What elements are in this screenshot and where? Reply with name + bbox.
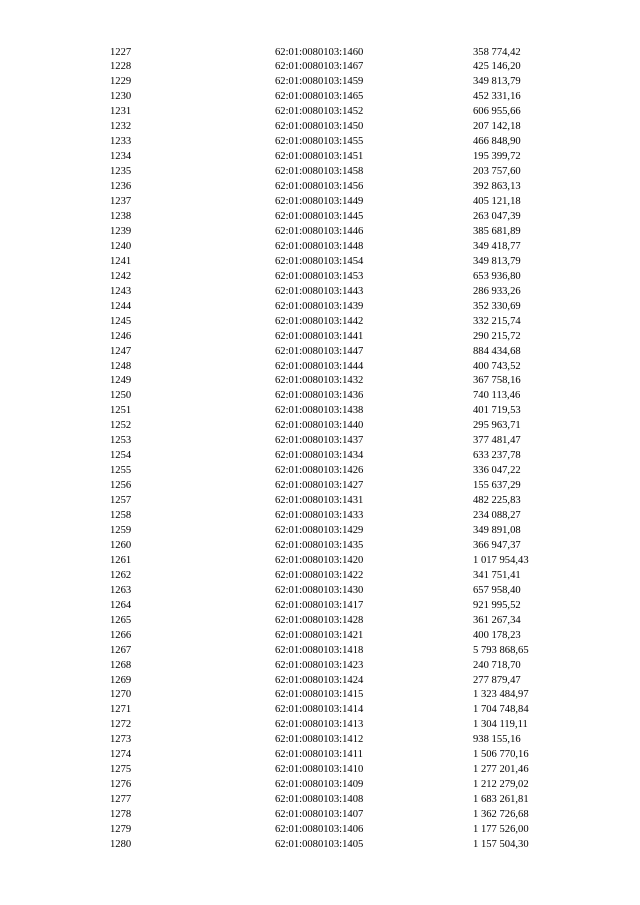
cadastral-number: 62:01:0080103:1428: [275, 614, 364, 626]
table-row: [0, 449, 640, 464]
cadastral-number: 62:01:0080103:1434: [275, 450, 364, 462]
table-row: [0, 180, 640, 195]
cadastral-number: 62:01:0080103:1447: [275, 345, 364, 357]
cadastral-number: 62:01:0080103:1410: [275, 764, 364, 776]
cadastral-value: 466 848,90: [473, 136, 521, 148]
cadastral-number: 62:01:0080103:1406: [275, 824, 364, 836]
cadastral-value: 352 330,69: [473, 300, 521, 312]
table-row: [0, 629, 640, 644]
row-number: 1228: [110, 61, 132, 73]
row-number: 1231: [110, 106, 132, 118]
table-row: [0, 300, 640, 315]
table-row: [0, 419, 640, 434]
cadastral-number: 62:01:0080103:1423: [275, 659, 364, 671]
row-number: 1241: [110, 255, 132, 267]
row-number: 1235: [110, 166, 132, 178]
cadastral-number: 62:01:0080103:1446: [275, 225, 364, 237]
table-row: [0, 60, 640, 75]
cadastral-value: 1 323 484,97: [473, 689, 529, 701]
cadastral-number: 62:01:0080103:1441: [275, 330, 364, 342]
cadastral-number: 62:01:0080103:1465: [275, 91, 364, 103]
cadastral-value: 405 121,18: [473, 196, 521, 208]
table-row: [0, 315, 640, 330]
cadastral-number: 62:01:0080103:1413: [275, 719, 364, 731]
row-number: 1277: [110, 794, 132, 806]
row-number: 1251: [110, 405, 132, 417]
cadastral-value: 195 399,72: [473, 151, 521, 163]
cadastral-number: 62:01:0080103:1460: [275, 46, 364, 58]
table-row: [0, 733, 640, 748]
row-number: 1247: [110, 345, 132, 357]
cadastral-number: 62:01:0080103:1452: [275, 106, 364, 118]
row-number: 1232: [110, 121, 132, 133]
table-row: [0, 404, 640, 419]
row-number: 1268: [110, 659, 132, 671]
row-number: 1272: [110, 719, 132, 731]
table-row: [0, 688, 640, 703]
row-number: 1264: [110, 599, 132, 611]
row-number: 1267: [110, 644, 132, 656]
cadastral-value: 740 113,46: [473, 390, 521, 402]
cadastral-number: 62:01:0080103:1414: [275, 704, 364, 716]
row-number: 1227: [110, 46, 132, 58]
row-number: 1255: [110, 465, 132, 477]
cadastral-value: 290 215,72: [473, 330, 521, 342]
cadastral-value: 367 758,16: [473, 375, 521, 387]
row-number: 1244: [110, 300, 132, 312]
row-number: 1265: [110, 614, 132, 626]
cadastral-value: 921 995,52: [473, 599, 521, 611]
cadastral-number: 62:01:0080103:1408: [275, 794, 364, 806]
cadastral-number: 62:01:0080103:1429: [275, 525, 364, 536]
row-number: 1280: [110, 839, 132, 851]
row-number: 1237: [110, 196, 132, 208]
cadastral-number: 62:01:0080103:1443: [275, 285, 364, 297]
cadastral-value: 392 863,13: [473, 181, 521, 193]
table-row: [0, 46, 640, 61]
cadastral-number: 62:01:0080103:1458: [275, 166, 364, 178]
row-number: 1269: [110, 674, 132, 686]
cadastral-value: 366 947,37: [473, 539, 521, 551]
cadastral-value: 1 506 770,16: [473, 749, 529, 761]
row-number: 1245: [110, 315, 132, 327]
table-row: [0, 90, 640, 105]
cadastral-number: 62:01:0080103:1411: [275, 749, 363, 761]
row-number: 1278: [110, 809, 132, 821]
cadastral-value: 1 017 954,43: [473, 554, 529, 566]
row-number: 1260: [110, 539, 132, 551]
cadastral-value: 361 267,34: [473, 614, 521, 626]
cadastral-value: 203 757,60: [473, 166, 521, 178]
row-number: 1248: [110, 360, 132, 372]
row-number: 1236: [110, 181, 132, 193]
table-row: [0, 479, 640, 494]
cadastral-value: 295 963,71: [473, 420, 521, 432]
row-number: 1274: [110, 749, 132, 761]
cadastral-number: 62:01:0080103:1431: [275, 495, 364, 507]
cadastral-value: 1 212 279,02: [473, 779, 529, 791]
table-row: [0, 255, 640, 270]
cadastral-value: 425 146,20: [473, 61, 521, 73]
row-number: 1276: [110, 779, 132, 791]
cadastral-number: 62:01:0080103:1432: [275, 375, 364, 387]
cadastral-number: 62:01:0080103:1437: [275, 435, 364, 447]
cadastral-value: 234 088,27: [473, 510, 521, 522]
table-row: [0, 778, 640, 793]
cadastral-value: 1 683 261,81: [473, 794, 529, 806]
row-number: 1262: [110, 569, 132, 581]
table-row: [0, 569, 640, 584]
cadastral-number: 62:01:0080103:1412: [275, 734, 364, 746]
row-number: 1270: [110, 689, 132, 701]
cadastral-value: 277 879,47: [473, 674, 521, 686]
table-row: [0, 464, 640, 479]
cadastral-value: 240 718,70: [473, 659, 521, 671]
cadastral-value: 349 813,79: [473, 255, 521, 267]
row-number: 1256: [110, 480, 132, 492]
row-number: 1257: [110, 495, 132, 507]
table-row: [0, 599, 640, 614]
cadastral-value: 336 047,22: [473, 465, 521, 477]
row-number: 1238: [110, 210, 132, 222]
cadastral-value: 633 237,78: [473, 450, 521, 462]
cadastral-number: 62:01:0080103:1450: [275, 121, 364, 133]
cadastral-number: 62:01:0080103:1407: [275, 809, 364, 821]
row-number: 1230: [110, 91, 132, 103]
cadastral-number: 62:01:0080103:1448: [275, 240, 364, 252]
table-row: [0, 389, 640, 404]
table-row: [0, 838, 640, 853]
cadastral-number: 62:01:0080103:1436: [275, 390, 364, 402]
cadastral-number: 62:01:0080103:1415: [275, 689, 364, 701]
cadastral-number: 62:01:0080103:1422: [275, 569, 364, 581]
cadastral-value: 657 958,40: [473, 584, 521, 596]
cadastral-value: 1 362 726,68: [473, 809, 529, 821]
cadastral-value: 400 743,52: [473, 360, 521, 372]
cadastral-number: 62:01:0080103:1420: [275, 554, 364, 566]
row-number: 1229: [110, 76, 132, 88]
table-row: [0, 135, 640, 150]
cadastral-value: 286 933,26: [473, 285, 521, 297]
row-number: 1258: [110, 510, 132, 522]
cadastral-number: 62:01:0080103:1433: [275, 510, 364, 522]
table-row: [0, 374, 640, 389]
cadastral-number: 62:01:0080103:1435: [275, 539, 364, 551]
table-row: [0, 150, 640, 165]
table-row: [0, 644, 640, 659]
cadastral-number: 62:01:0080103:1449: [275, 196, 364, 208]
row-number: 1261: [110, 554, 132, 566]
cadastral-number: 62:01:0080103:1424: [275, 674, 364, 686]
cadastral-value: 377 481,47: [473, 435, 521, 447]
row-number: 1243: [110, 285, 132, 297]
cadastral-value: 1 704 748,84: [473, 704, 529, 716]
cadastral-number: 62:01:0080103:1453: [275, 270, 364, 282]
cadastral-number: 62:01:0080103:1409: [275, 779, 364, 791]
table-row: [0, 703, 640, 718]
cadastral-number: 62:01:0080103:1405: [275, 839, 364, 851]
cadastral-value: 349 418,77: [473, 240, 521, 252]
cadastral-number: 62:01:0080103:1451: [275, 151, 364, 163]
table-row: [0, 165, 640, 180]
table-row: [0, 823, 640, 838]
table-row: [0, 763, 640, 778]
cadastral-value: 452 331,16: [473, 91, 521, 103]
table-row: [0, 554, 640, 569]
table-row: [0, 225, 640, 240]
cadastral-value: 5 793 868,65: [473, 644, 529, 656]
table-row: [0, 195, 640, 210]
table-row: [0, 614, 640, 629]
cadastral-value: 332 215,74: [473, 315, 521, 327]
table-row: [0, 434, 640, 449]
table-row: [0, 240, 640, 255]
table-row: [0, 105, 640, 120]
table-row: [0, 330, 640, 345]
cadastral-number: 62:01:0080103:1454: [275, 255, 364, 267]
row-number: 1240: [110, 240, 132, 252]
row-number: 1254: [110, 450, 132, 462]
cadastral-value: 653 936,80: [473, 270, 521, 282]
cadastral-value: 385 681,89: [473, 225, 521, 237]
cadastral-value: 358 774,42: [473, 46, 521, 58]
cadastral-value: 349 813,79: [473, 76, 521, 88]
table-row: [0, 509, 640, 524]
cadastral-number: 62:01:0080103:1445: [275, 210, 364, 222]
cadastral-value: 1 277 201,46: [473, 764, 529, 776]
row-number: 1246: [110, 330, 132, 342]
cadastral-number: 62:01:0080103:1467: [275, 61, 364, 73]
cadastral-number: 62:01:0080103:1430: [275, 584, 364, 596]
row-number: 1239: [110, 225, 132, 237]
table-row: [0, 718, 640, 733]
cadastral-number: 62:01:0080103:1455: [275, 136, 364, 148]
row-number: 1252: [110, 420, 132, 432]
cadastral-number: 62:01:0080103:1444: [275, 360, 364, 372]
table-row: [0, 748, 640, 763]
cadastral-value: 349 891,08: [473, 525, 521, 536]
cadastral-value: 263 047,39: [473, 210, 521, 222]
cadastral-value: 1 304 119,11: [473, 719, 528, 731]
row-number: 1266: [110, 629, 132, 641]
cadastral-number: 62:01:0080103:1440: [275, 420, 364, 432]
table-row: [0, 120, 640, 135]
table-row: [0, 345, 640, 360]
cadastral-value: 401 719,53: [473, 405, 521, 417]
row-number: 1271: [110, 704, 132, 716]
cadastral-value-table: [0, 46, 640, 853]
cadastral-number: 62:01:0080103:1427: [275, 480, 364, 492]
table-row: [0, 539, 640, 554]
cadastral-value: 1 157 504,30: [473, 839, 529, 851]
table-row: [0, 285, 640, 300]
cadastral-value: 884 434,68: [473, 345, 521, 357]
row-number: 1263: [110, 584, 132, 596]
row-number: 1250: [110, 390, 132, 402]
cadastral-number: 62:01:0080103:1417: [275, 599, 364, 611]
row-number: 1275: [110, 764, 132, 776]
cadastral-value: 400 178,23: [473, 629, 521, 641]
row-number: 1253: [110, 435, 132, 447]
cadastral-value: 1 177 526,00: [473, 824, 529, 836]
cadastral-number: 62:01:0080103:1459: [275, 76, 364, 88]
row-number: 1242: [110, 270, 132, 282]
cadastral-number: 62:01:0080103:1421: [275, 629, 364, 641]
table-row: [0, 674, 640, 689]
table-row: [0, 584, 640, 599]
cadastral-value: 155 637,29: [473, 480, 521, 492]
cadastral-number: 62:01:0080103:1438: [275, 405, 364, 417]
row-number: 1279: [110, 824, 132, 836]
table-row: [0, 793, 640, 808]
table-row: [0, 659, 640, 674]
cadastral-value: 938 155,16: [473, 734, 521, 746]
table-row: [0, 75, 640, 90]
cadastral-number: 62:01:0080103:1442: [275, 315, 364, 327]
row-number: 1233: [110, 136, 132, 148]
cadastral-number: 62:01:0080103:1439: [275, 300, 364, 312]
cadastral-value: 482 225,83: [473, 495, 521, 507]
table-row: [0, 808, 640, 823]
cadastral-number: 62:01:0080103:1426: [275, 465, 364, 477]
table-row: [0, 494, 640, 509]
table-row: [0, 524, 640, 539]
cadastral-value: 341 751,41: [473, 569, 521, 581]
cadastral-number: 62:01:0080103:1418: [275, 644, 364, 656]
table-row: [0, 210, 640, 225]
row-number: 1234: [110, 151, 132, 163]
cadastral-value: 606 955,66: [473, 106, 521, 118]
cadastral-value: 207 142,18: [473, 121, 521, 133]
row-number: 1249: [110, 375, 132, 387]
row-number: 1273: [110, 734, 132, 746]
table-row: [0, 360, 640, 375]
row-number: 1259: [110, 525, 132, 536]
table-row: [0, 270, 640, 285]
cadastral-number: 62:01:0080103:1456: [275, 181, 364, 193]
